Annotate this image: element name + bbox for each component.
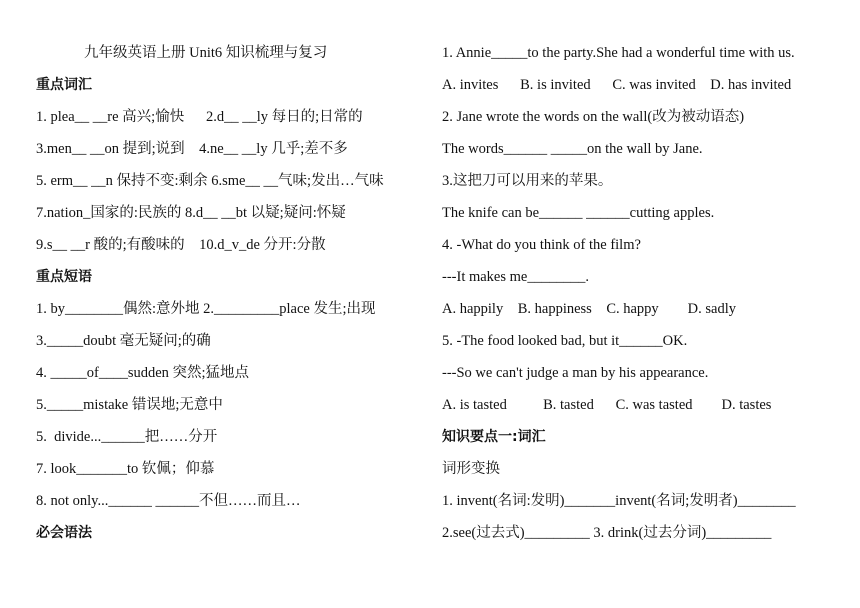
question-line: The knife can be______ ______cutting apples. — [442, 205, 715, 221]
subheading-word-forms: 词形变换 — [442, 461, 500, 477]
answer-options: A. invites B. is invited C. was invited D. has invited — [442, 77, 792, 93]
phrase-line: 1. by________偶然:意外地 2._________place 发生;出现 — [36, 301, 376, 317]
section-heading-vocabulary: 重点词汇 — [36, 77, 92, 93]
vocab-line: 7.nation_国家的:民族的 8.d__ __bt 以疑;疑问:怀疑 — [36, 205, 346, 221]
phrase-line: 5. divide...______把……分开 — [36, 429, 218, 445]
vocab-line: 3.men__ __on 提到;说到 4.ne__ __ly 几乎;差不多 — [36, 141, 348, 157]
answer-options: A. is tasted B. tasted C. was tasted D. tastes — [442, 397, 772, 413]
phrase-line: 3._____doubt 毫无疑问;的确 — [36, 333, 211, 349]
section-heading-grammar: 必会语法 — [36, 525, 92, 541]
question-line: 3.这把刀可以用来的苹果。 — [442, 173, 613, 189]
phrase-line: 4. _____of____sudden 突然;猛地点 — [36, 365, 250, 381]
exercise-line: 1. invent(名词:发明)_______invent(名词;发明者)________ — [442, 493, 796, 509]
answer-options: A. happily B. happiness C. happy D. sadly — [442, 301, 737, 317]
phrase-line: 5._____mistake 错误地;无意中 — [36, 397, 223, 413]
page-title: 九年级英语上册 Unit6 知识梳理与复习 — [84, 45, 328, 61]
question-line: 1. Annie_____to the party.She had a wonderful time with us. — [442, 45, 795, 61]
question-line: ---It makes me________. — [442, 269, 589, 285]
question-line: 4. -What do you think of the film? — [442, 237, 641, 253]
exercise-line: 2.see(过去式)_________ 3. drink(过去分词)_________ — [442, 525, 772, 541]
vocab-line: 5. erm__ __n 保持不变:剩余 6.sme__ __气味;发出…气味 — [36, 173, 384, 189]
phrase-line: 8. not only...______ ______不但……而且… — [36, 493, 301, 509]
section-heading-phrases: 重点短语 — [36, 269, 92, 285]
section-heading-knowledge-point: 知识要点一:词汇 — [442, 429, 546, 445]
phrase-line: 7. look_______to 钦佩；仰慕 — [36, 461, 215, 477]
vocab-line: 1. plea__ __re 高兴;愉快 2.d__ __ly 每日的;日常的 — [36, 109, 363, 125]
question-line: 5. -The food looked bad, but it______OK. — [442, 333, 688, 349]
question-line: ---So we can't judge a man by his appearance. — [442, 365, 709, 381]
vocab-line: 9.s__ __r 酸的;有酸味的 10.d_v_de 分开:分散 — [36, 237, 326, 253]
question-line: The words______ _____on the wall by Jane. — [442, 141, 703, 157]
question-line: 2. Jane wrote the words on the wall(改为被动语态) — [442, 109, 745, 125]
